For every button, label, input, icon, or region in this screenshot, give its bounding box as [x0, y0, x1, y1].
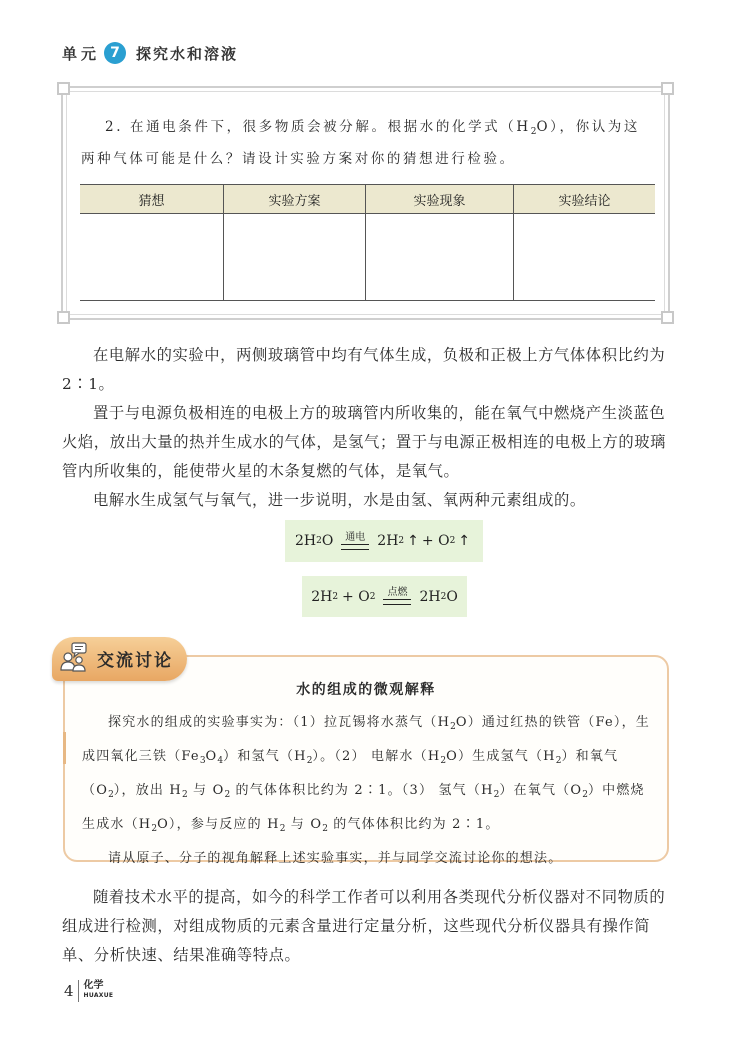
page-number: 4	[64, 982, 74, 1000]
box-corner	[57, 311, 70, 324]
page-footer	[64, 980, 113, 1002]
equation-combustion: 2H 2 + O 2 点燃 2H 2 O	[302, 576, 467, 617]
unit-title: 探究水和溶液	[136, 44, 239, 63]
discussion-tab-label: 交流讨论	[97, 651, 173, 671]
reaction-condition: 通电	[341, 533, 369, 550]
column-header-phenomenon: 实验现象	[366, 185, 514, 214]
unit-number-badge: 7	[104, 42, 126, 64]
paragraph-conclusion: 电解水生成氢气与氧气，进一步说明，水是由氢、氧两种元素组成的。	[93, 491, 586, 509]
table-cell	[80, 214, 224, 301]
task-box	[61, 86, 670, 320]
discussion-people-icon	[60, 642, 88, 672]
column-header-guess: 猜想	[80, 185, 224, 214]
box-corner	[57, 82, 70, 95]
table-row	[80, 214, 655, 301]
subject-pinyin: HUAXUE	[83, 992, 114, 999]
reaction-condition: 点燃	[383, 588, 411, 605]
subject-name: 化学	[83, 980, 104, 991]
table-cell	[514, 214, 656, 301]
discussion-title: 水的组成的微观解释	[296, 682, 436, 698]
gas-up-arrow: ↑	[407, 533, 419, 549]
table-header-row	[80, 185, 655, 214]
task-question: 2. 在通电条件下，很多物质会被分解。根据水的化学式$(H_2O)$，你认为这两种气体可能是什么？请设计实验方案对你的猜想进行检验。	[81, 119, 641, 167]
paragraph-gas-collection: 置于与电源负极相连的电极上方的玻璃管内所收集的，能在氧气中燃烧产生淡蓝色火焰，放出大量的热并生成水的气体，是氢气；置于与电源正极相连的电极上方的玻璃管内所收集的，能使带火星的木条复燃的气体，是氧气。	[62, 404, 667, 480]
table-cell	[224, 214, 366, 301]
experiment-table	[80, 184, 655, 301]
unit-label: 单元	[62, 44, 101, 63]
unit-header	[62, 42, 238, 64]
discussion-prompt: 请从原子、分子的视角解释上述实验事实，并与同学交流讨论你的想法。	[108, 851, 563, 866]
discussion-body	[82, 708, 654, 873]
column-header-conclusion: 实验结论	[514, 185, 656, 214]
gas-up-arrow: ↑	[458, 533, 471, 549]
column-header-plan: 实验方案	[224, 185, 366, 214]
table-cell	[366, 214, 514, 301]
subject-mark	[84, 981, 114, 1001]
footer-divider	[78, 980, 79, 1002]
paragraph-electrolysis: 在电解水的实验中，两侧玻璃管中均有气体生成，负极和正极上方气体体积比约为 2∶1。	[62, 346, 666, 393]
box-corner	[661, 311, 674, 324]
discussion-side-marker	[63, 732, 66, 764]
box-corner	[661, 82, 674, 95]
paragraph-modern-analysis: 随着技术水平的提高，如今的科学工作者可以利用各类现代分析仪器对不同物质的组成进行检测，对组成物质的元素含量进行定量分析，这些现代分析仪器具有操作简单、分析快速、结果准确等特点。	[62, 888, 666, 964]
equation-electrolysis: 2H 2 O 通电 2H 2 ↑ + O 2 ↑	[285, 520, 483, 562]
discussion-facts: 探究水的组成的实验事实为：（1）拉瓦锡将水蒸气$(H_2O)$通过红热的铁管（Fe），生成四氧化三铁$(Fe_3O_4)$和氢气$(H_2)$。（2） 电解水$(H_2O)$生成氢气$(H_2)$和氧气$(O_2)$，放出 $H_2$ 与 $O_2$ 的气体体积比约为 2∶1。（3） 氢气$(H_2)$在氧气$(O_2)$中燃烧生成水$(H_2O)$，参与反应的 $H_2$ 与 $O_2$ 的气体体积比约为 2∶1。	[82, 715, 651, 834]
